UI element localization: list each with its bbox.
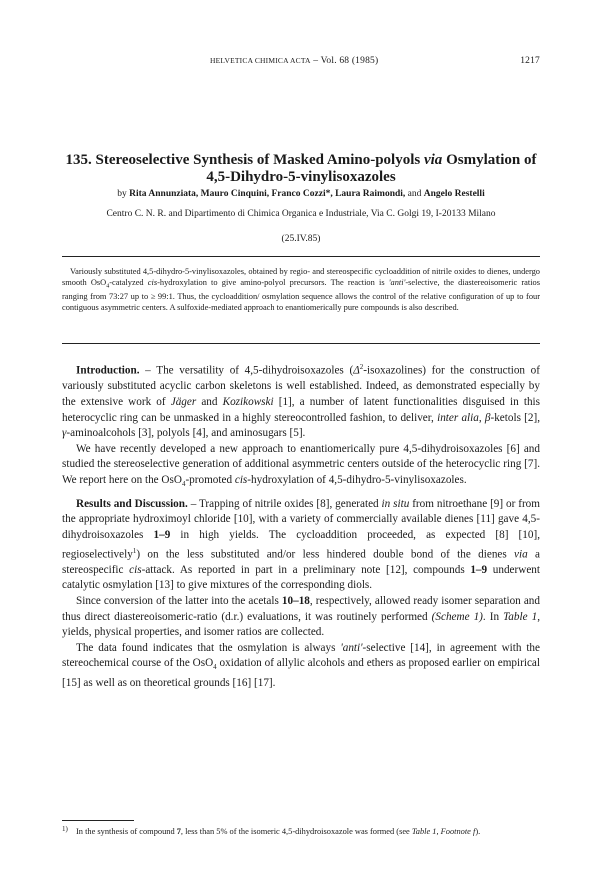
paragraph-data: The data found indicates that the osmylation is always 'anti'-selective [14], in agreement with the stereochemical course of the OsO$_4$ oxidation of allylic alcohols and ethers as proposed earlier on empirical [15] as well as on theoretical grounds [16] [17]. xyxy=(62,641,540,690)
paragraph-approach: We have recently developed a new approach to enantiomerically pure 4,5-dihydroisoxazoles [6] and studied the stereoselective generation of additional asymmetric centers outside of the heterocyclic ring [7]. We report here on the OsO$_4$-promoted cis-hydroxylation of 4,5-dihydro-5-vinylisoxazoles. xyxy=(62,442,540,489)
article-body xyxy=(62,360,540,692)
footnote-text: In the synthesis of compound 7, less than 5% of the isomeric 4,5-dihydroisoxazole was formed (see Table 1, Footnote f). xyxy=(76,827,481,836)
footnote-rule xyxy=(62,820,134,821)
paragraph-results: Results and Discussion. – Trapping of nitrile oxides [8], generated in situ from nitroethane [9] or from the appropriate hydroximoyl chloride [10], with a variety of commercially available dienes [11] gave 4,5-dihydroisoxazoles 1–9 in high yields. The cycloaddition proceeded, as expected [8] [10], regioselectively$^1$) on the less substituted and/or less hindered double bond of the dienes via a stereospecific cis-attack. As reported in part in a preliminary note [12], compounds 1–9 underwent catalytic osmylation [13] to give mixtures of the corresponding diols. xyxy=(62,497,540,592)
affiliation: Centro C. N. R. and Dipartimento di Chimica Organica e Industriale, Via C. Golgi 19, I-20133 Milano xyxy=(106,209,496,219)
paragraph-acetals: Since conversion of the latter into the acetals 10–18, respectively, allowed ready isomer separation and thus direct diastereoisomeric-ratio (d.r.) evaluations, it was routinely performed (Scheme 1). In Table 1, yields, physical properties, and isomer ratios are collected. xyxy=(62,595,540,639)
author-list: by Rita Annunziata, Mauro Cinquini, Franco Cozzi*, Laura Raimondi, and Angelo Restelli xyxy=(117,189,485,199)
abstract-bottom-rule xyxy=(62,343,540,344)
journal-name: HELVETICA CHIMICA ACTA – Vol. 68 (1985) xyxy=(210,56,379,66)
paragraph-introduction: Introduction. – The versatility of 4,5-dihydroisoxazoles $(\Delta^2-isoxazolines)$ for the construction of variously substituted acyclic carbon skeletons is well established. Indeed, as demonstrated especially by the extensive work of Jäger and Kozikowski [1], a number of latent functionalities disguised in this heterocyclic ring can be unmasked in a highly stereocontrolled fashion, to deliver, inter alia, β-ketols [2], γ-aminoalcohols [3], polyols [4], and aminosugars [5]. xyxy=(62,363,541,440)
page-number: 1217 xyxy=(520,56,540,66)
abstract-top-rule xyxy=(62,256,540,257)
footnote-mark: 1) xyxy=(62,825,68,833)
footnote xyxy=(62,826,540,838)
abstract: Variously substituted 4,5-dihydro-5-vinylisoxazoles, obtained by regio- and stereospecific cycloaddition of nitrile oxides to dienes, undergo smooth OsO$_4$-catalyzed cis-hydroxylation to give amino-polyol precursors. The reaction is 'anti'-selective, the diastereoisomeric ratios ranging from 73:27 up to ≥ 99:1. Thus, the cycloaddition/ osmylation sequence allows the control of the relative configuration of up to four contiguous asymmetric centers. A sulfoxide-mediated approach to enantiomerically pure compounds is also described. xyxy=(62,267,540,313)
article-title: 135. Stereoselective Synthesis of Masked Amino-polyols via Osmylation of 4,5-Dihydro-5-vinylisoxazoles xyxy=(65,152,537,185)
received-date: (25.IV.85) xyxy=(281,234,321,244)
